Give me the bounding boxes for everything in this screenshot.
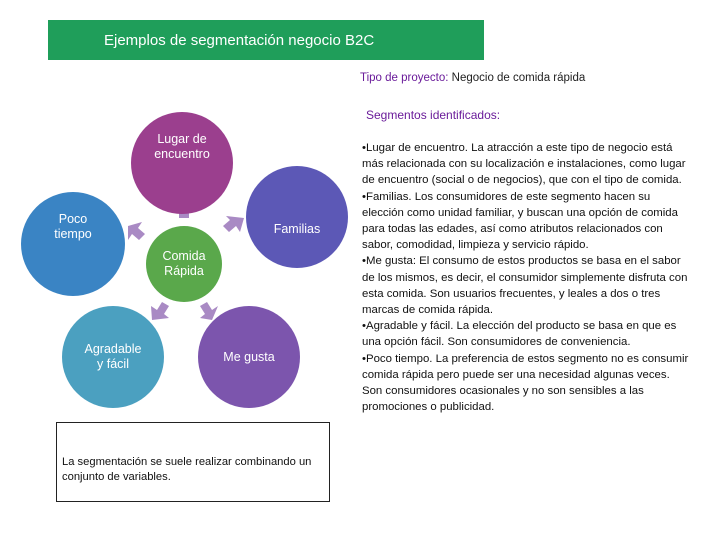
arrow-left xyxy=(128,222,145,240)
node-comida-rapida xyxy=(146,226,222,302)
description-agradable-y-facil: •Agradable y fácil. La elección del producto se basa en que es una opción fácil. Son consumidores de conveniencia. xyxy=(362,320,677,349)
node-label: Familias xyxy=(273,221,321,236)
segment-descriptions xyxy=(362,140,692,415)
node-label: Comida Rápida xyxy=(162,249,206,278)
note-text: La segmentación se suele realizar combinando un conjunto de variables. xyxy=(62,456,312,483)
node-label: Me gusta xyxy=(223,349,275,364)
node-lugar-de-encuentro xyxy=(131,112,233,214)
page-title: Ejemplos de segmentación negocio B2C xyxy=(104,31,375,49)
project-type-label: Tipo de proyecto: xyxy=(360,72,449,84)
arrow-bottom-left xyxy=(151,302,169,320)
node-label: Agradable y fácil xyxy=(84,342,142,371)
segments-heading: Segmentos identificados: xyxy=(366,108,501,122)
node-agradable-y-facil xyxy=(62,306,164,408)
node-familias xyxy=(246,166,348,268)
arrow-right xyxy=(223,216,244,232)
note-box xyxy=(56,422,330,502)
node-label: Poco tiempo xyxy=(54,212,92,241)
description-lugar-de-encuentro: •Lugar de encuentro. La atracción a este tipo de negocio está más relacionada con su localización e instalaciones, como lugar de encuentro (social o de negocios), que con el tipo de comida. xyxy=(362,142,686,187)
node-me-gusta xyxy=(198,306,300,408)
description-poco-tiempo: •Poco tiempo. La preferencia de estos segmento no es consumir comida rápida pero puede ser una necesidad algunas veces. Son consumidores ocasionales y no son sensibles a las promociones o publicidad. xyxy=(362,352,689,414)
description-me-gusta: •Me gusta: El consumo de estos productos se basa en el sabor de los mismos, es decir, el consumidor simplemente disfruta con esta comida. Son usuarios frecuentes, y leales a dos o tres marcas de comida rápida. xyxy=(362,255,688,317)
node-poco-tiempo xyxy=(21,192,125,296)
description-familias: •Familias. Los consumidores de este segmento hacen su elección como unidad familiar, y buscan una opción de comida para todas las edades, así como atributos relacionados con sabor, comodidad, limpieza y servicio rápido. xyxy=(362,190,678,252)
project-type-value: Negocio de comida rápida xyxy=(451,72,586,84)
node-label: Lugar de encuentro xyxy=(154,132,210,161)
